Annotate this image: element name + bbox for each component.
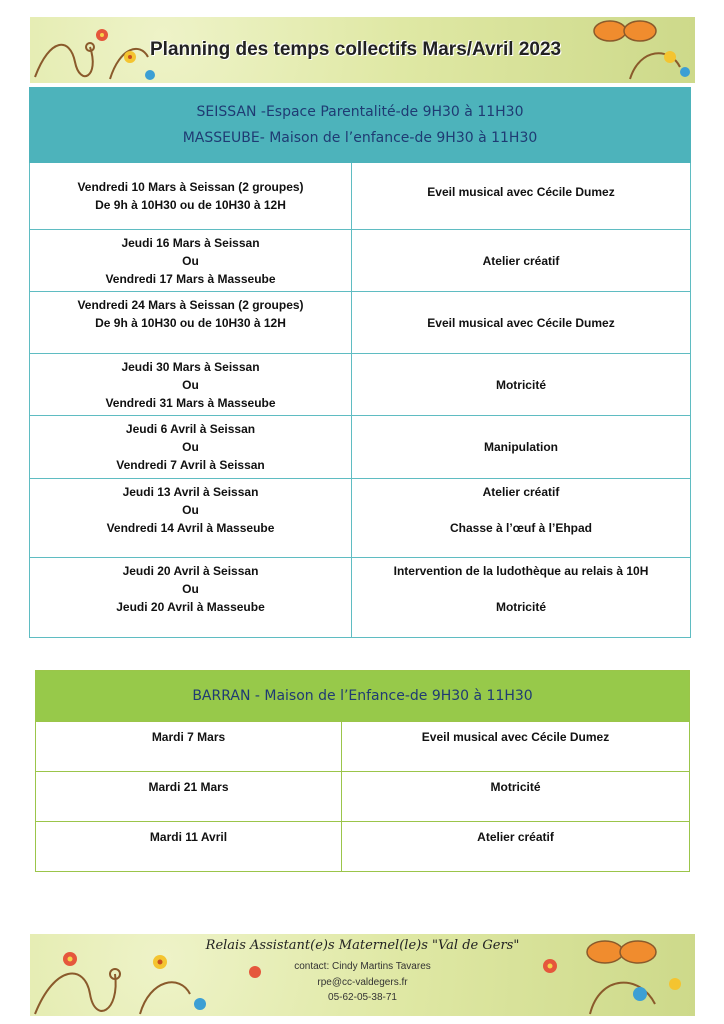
table-row bbox=[30, 230, 691, 292]
activity-cell: Atelier créatif bbox=[342, 822, 690, 872]
date-line: De 9h à 10H30 ou de 10H30 à 12H bbox=[95, 198, 286, 212]
activity-line: Eveil musical avec Cécile Dumez bbox=[427, 185, 615, 199]
activity-line: Manipulation bbox=[484, 440, 558, 454]
activity-cell bbox=[352, 163, 691, 230]
activity-cell bbox=[352, 558, 691, 638]
date-cell: Mardi 7 Mars bbox=[36, 722, 342, 772]
activity-line: Atelier créatif bbox=[482, 253, 560, 268]
footer-banner bbox=[30, 934, 695, 1016]
activity-cell bbox=[352, 354, 691, 416]
date-cell: Mardi 11 Avril bbox=[36, 822, 342, 872]
barran-header: BARRAN - Maison de l’Enfance-de 9H30 à 11H30 bbox=[36, 671, 690, 722]
activity-cell bbox=[352, 416, 691, 479]
seissan-header-line: SEISSAN -Espace Parentalité-de 9H30 à 11H30 bbox=[196, 104, 524, 120]
activity-line: Eveil musical avec Cécile Dumez bbox=[427, 315, 615, 330]
masseube-header-line: MASSEUBE- Maison de l’enfance-de 9H30 à 11H30 bbox=[182, 130, 538, 146]
footer-email[interactable]: rpe@cc-valdegers.fr bbox=[317, 977, 408, 988]
activity-line: Atelier créatif bbox=[482, 485, 560, 499]
seissan-schedule-table bbox=[29, 87, 691, 638]
date-line: Vendredi 31 Mars à Masseube bbox=[105, 395, 276, 410]
date-line: Jeudi 30 Mars à Seissan bbox=[121, 359, 260, 374]
page-title: Planning des temps collectifs Mars/Avril 2023 bbox=[150, 39, 562, 60]
barran-schedule-table bbox=[35, 670, 690, 872]
table-row bbox=[36, 772, 690, 822]
date-line: Ou bbox=[182, 440, 199, 454]
activity-line: Chasse à l’œuf à l’Ehpad bbox=[449, 521, 593, 535]
footer-contact: contact: Cindy Martins Tavares bbox=[294, 961, 431, 972]
activity-line: Motricité bbox=[495, 600, 546, 614]
table-row bbox=[36, 722, 690, 772]
date-cell: Mardi 21 Mars bbox=[36, 772, 342, 822]
table-row bbox=[36, 822, 690, 872]
activity-cell: Motricité bbox=[342, 772, 690, 822]
table-row bbox=[30, 479, 691, 558]
footer-phone: 05-62-05-38-71 bbox=[328, 992, 397, 1003]
date-line: Vendredi 24 Mars à Seissan (2 groupes) bbox=[77, 298, 304, 312]
activity-cell bbox=[352, 230, 691, 292]
date-line: Jeudi 20 Avril à Seissan bbox=[122, 564, 259, 578]
date-line: Ou bbox=[182, 503, 199, 517]
date-line: De 9h à 10H30 ou de 10H30 à 12H bbox=[95, 316, 286, 330]
date-cell bbox=[30, 163, 352, 230]
table-row bbox=[30, 558, 691, 638]
date-line: Vendredi 7 Avril à Seissan bbox=[116, 458, 265, 472]
date-cell bbox=[30, 354, 352, 416]
activity-line: Intervention de la ludothèque au relais à 10H bbox=[393, 564, 649, 578]
date-line: Jeudi 13 Avril à Seissan bbox=[122, 485, 259, 499]
table-row bbox=[30, 292, 691, 354]
activity-cell bbox=[352, 479, 691, 558]
header-banner bbox=[30, 17, 695, 83]
date-line: Vendredi 17 Mars à Masseube bbox=[105, 271, 276, 286]
footer-title: Relais Assistant(e)s Maternel(le)s "Val de Gers" bbox=[205, 938, 520, 953]
date-line: Vendredi 14 Avril à Masseube bbox=[106, 521, 275, 535]
date-cell bbox=[30, 479, 352, 558]
activity-cell bbox=[352, 292, 691, 354]
date-line: Ou bbox=[182, 377, 199, 392]
date-line: Ou bbox=[182, 582, 199, 596]
date-line: Jeudi 16 Mars à Seissan bbox=[121, 235, 260, 250]
date-line: Ou bbox=[182, 253, 199, 268]
table-row bbox=[30, 416, 691, 479]
date-cell bbox=[30, 416, 352, 479]
date-cell bbox=[30, 230, 352, 292]
date-line: Jeudi 6 Avril à Seissan bbox=[125, 422, 256, 436]
table-row bbox=[30, 354, 691, 416]
activity-line: Motricité bbox=[495, 377, 546, 392]
date-cell bbox=[30, 292, 352, 354]
seissan-header bbox=[30, 88, 691, 163]
activity-cell: Eveil musical avec Cécile Dumez bbox=[342, 722, 690, 772]
table-row bbox=[30, 163, 691, 230]
date-line: Jeudi 20 Avril à Masseube bbox=[116, 600, 265, 614]
date-cell bbox=[30, 558, 352, 638]
date-line: Vendredi 10 Mars à Seissan (2 groupes) bbox=[77, 180, 304, 194]
